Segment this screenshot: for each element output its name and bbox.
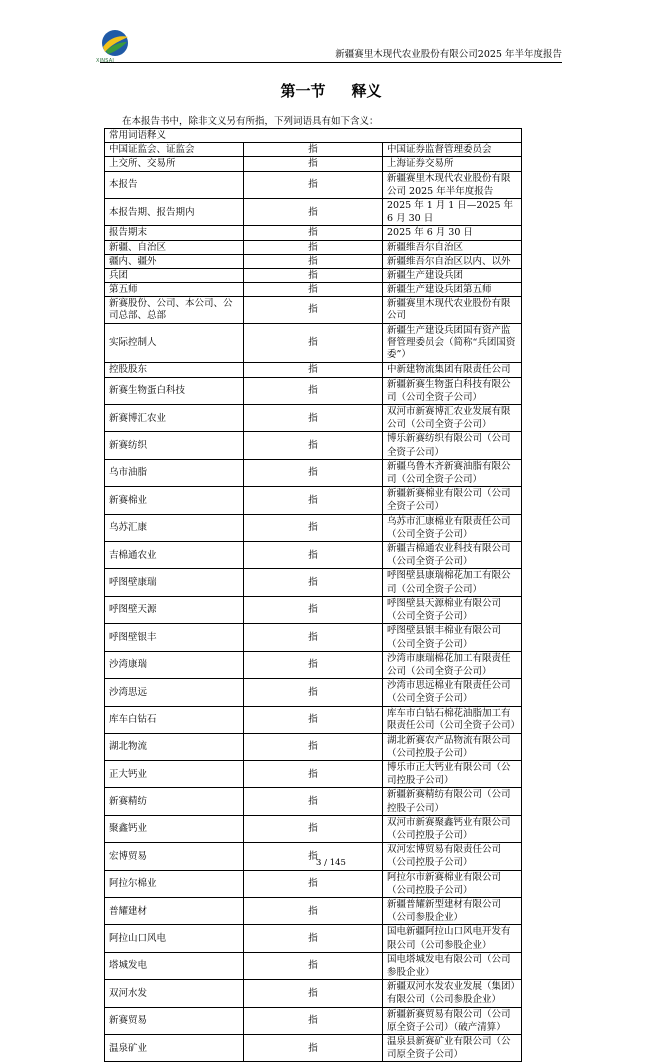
refers-to-cell: 指 <box>244 143 383 157</box>
refers-to-cell: 指 <box>244 297 383 324</box>
definition-cell: 中国证券监督管理委员会 <box>383 143 522 157</box>
table-row <box>105 897 522 924</box>
term-cell: 新赛精纺 <box>105 788 244 815</box>
refers-to-cell: 指 <box>244 870 383 897</box>
refers-to-cell: 指 <box>244 171 383 198</box>
definition-cell: 呼图壁县银丰棉业有限公司（公司全资子公司） <box>383 624 522 651</box>
term-cell: 乌苏汇康 <box>105 514 244 541</box>
refers-to-cell: 指 <box>244 760 383 787</box>
table-row <box>105 1034 522 1061</box>
refers-to-cell: 指 <box>244 240 383 254</box>
definition-cell: 新疆新赛生物蛋白科技有限公司（公司全资子公司） <box>383 377 522 404</box>
definition-cell: 新疆生产建设兵团国有资产监督管理委员会（简称“兵团国资委”） <box>383 324 522 363</box>
term-cell: 阿拉尔棉业 <box>105 870 244 897</box>
refers-to-cell: 指 <box>244 254 383 268</box>
table-row <box>105 952 522 979</box>
table-row <box>105 596 522 623</box>
table-row <box>105 679 522 706</box>
table-row <box>105 297 522 324</box>
term-cell: 新疆、自治区 <box>105 240 244 254</box>
term-cell: 普耀建材 <box>105 897 244 924</box>
definition-cell: 沙湾市思远棉业有限责任公司（公司全资子公司） <box>383 679 522 706</box>
term-cell: 正大钙业 <box>105 760 244 787</box>
table-row <box>105 363 522 377</box>
refers-to-cell: 指 <box>244 706 383 733</box>
definition-cell: 沙湾市康瑞棉花加工有限责任公司（公司全资子公司） <box>383 651 522 678</box>
definition-cell: 双河宏博贸易有限责任公司（公司控股子公司） <box>383 843 522 870</box>
term-cell: 宏博贸易 <box>105 843 244 870</box>
table-row <box>105 432 522 459</box>
refers-to-cell: 指 <box>244 733 383 760</box>
table-row <box>105 760 522 787</box>
term-cell: 上交所、交易所 <box>105 157 244 171</box>
table-row <box>105 157 522 171</box>
term-cell: 控股股东 <box>105 363 244 377</box>
term-cell: 中国证监会、证监会 <box>105 143 244 157</box>
term-cell: 库车白钻石 <box>105 706 244 733</box>
term-cell: 报告期末 <box>105 226 244 240</box>
refers-to-cell: 指 <box>244 624 383 651</box>
definition-cell: 2025 年 1 月 1 日—2025 年 6 月 30 日 <box>383 199 522 226</box>
refers-to-cell: 指 <box>244 514 383 541</box>
term-cell: 第五师 <box>105 283 244 297</box>
definition-cell: 新疆维吾尔自治区以内、以外 <box>383 254 522 268</box>
term-cell: 实际控制人 <box>105 324 244 363</box>
definition-cell: 双河市新赛聚鑫钙业有限公司（公司控股子公司） <box>383 815 522 842</box>
definition-cell: 阿拉尔市新赛棉业有限公司（公司控股子公司） <box>383 870 522 897</box>
term-cell: 新赛棉业 <box>105 487 244 514</box>
term-cell: 新赛纺织 <box>105 432 244 459</box>
definition-cell: 新疆普耀新型建材有限公司（公司参股企业） <box>383 897 522 924</box>
definition-cell: 乌苏市汇康棉业有限责任公司（公司全资子公司） <box>383 514 522 541</box>
refers-to-cell: 指 <box>244 843 383 870</box>
refers-to-cell: 指 <box>244 1007 383 1034</box>
table-row <box>105 459 522 486</box>
refers-to-cell: 指 <box>244 269 383 283</box>
refers-to-cell: 指 <box>244 377 383 404</box>
report-header-title: 新疆赛里木现代农业股份有限公司2025 年半年度报告 <box>335 49 562 60</box>
definition-cell: 呼图壁县康瑞棉花加工有限公司（公司全资子公司） <box>383 569 522 596</box>
term-cell: 沙湾思远 <box>105 679 244 706</box>
refers-to-cell: 指 <box>244 432 383 459</box>
refers-to-cell: 指 <box>244 487 383 514</box>
definition-cell: 新疆赛里木现代农业股份有限公司 <box>383 297 522 324</box>
term-cell: 双河水发 <box>105 980 244 1007</box>
refers-to-cell: 指 <box>244 569 383 596</box>
term-cell: 塔城发电 <box>105 952 244 979</box>
refers-to-cell: 指 <box>244 897 383 924</box>
table-row <box>105 324 522 363</box>
definition-cell: 呼图壁县天源棉业有限公司（公司全资子公司） <box>383 596 522 623</box>
term-cell: 新赛贸易 <box>105 1007 244 1034</box>
definition-cell: 新疆赛里木现代农业股份有限公司 2025 年半年度报告 <box>383 171 522 198</box>
table-row <box>105 980 522 1007</box>
definition-cell: 温泉县新赛矿业有限公司（公司原全资子公司） <box>383 1034 522 1061</box>
definition-cell: 库车市白钻石棉花油脂加工有限责任公司（公司全资子公司） <box>383 706 522 733</box>
refers-to-cell: 指 <box>244 283 383 297</box>
definition-cell: 国电塔城发电有限公司（公司参股企业） <box>383 952 522 979</box>
refers-to-cell: 指 <box>244 157 383 171</box>
term-cell: 新赛博汇农业 <box>105 405 244 432</box>
table-row <box>105 870 522 897</box>
refers-to-cell: 指 <box>244 459 383 486</box>
definition-cell: 双河市新赛博汇农业发展有限公司（公司全资子公司） <box>383 405 522 432</box>
table-row <box>105 254 522 268</box>
table-row <box>105 143 522 157</box>
table-row <box>105 405 522 432</box>
table-row <box>105 706 522 733</box>
header-divider <box>100 62 562 63</box>
refers-to-cell: 指 <box>244 363 383 377</box>
term-cell: 呼图壁银丰 <box>105 624 244 651</box>
term-cell: 聚鑫钙业 <box>105 815 244 842</box>
refers-to-cell: 指 <box>244 925 383 952</box>
table-row <box>105 1007 522 1034</box>
refers-to-cell: 指 <box>244 405 383 432</box>
intro-text: 在本报告书中，除非文义另有所指，下列词语具有如下含义： <box>122 116 379 127</box>
table-row <box>105 171 522 198</box>
definition-cell: 国电新疆阿拉山口风电开发有限公司（公司参股企业） <box>383 925 522 952</box>
term-cell: 本报告 <box>105 171 244 198</box>
term-cell: 呼图壁天源 <box>105 596 244 623</box>
table-row <box>105 199 522 226</box>
definition-cell: 新疆新赛精纺有限公司（公司控股子公司） <box>383 788 522 815</box>
logo-caption: XINSAI <box>96 58 115 64</box>
table-row <box>105 487 522 514</box>
refers-to-cell: 指 <box>244 651 383 678</box>
table-row <box>105 788 522 815</box>
definition-cell: 上海证券交易所 <box>383 157 522 171</box>
refers-to-cell: 指 <box>244 226 383 240</box>
section-number: 第一节 <box>280 82 326 100</box>
page-number: 3 / 145 <box>316 858 346 868</box>
table-row <box>105 514 522 541</box>
term-cell: 疆内、疆外 <box>105 254 244 268</box>
table-row <box>105 377 522 404</box>
term-cell: 呼图壁康瑞 <box>105 569 244 596</box>
definition-cell: 2025 年 6 月 30 日 <box>383 226 522 240</box>
term-cell: 湖北物流 <box>105 733 244 760</box>
section-name: 释义 <box>351 82 382 100</box>
refers-to-cell: 指 <box>244 952 383 979</box>
definition-cell: 新疆乌鲁木齐新赛油脂有限公司（公司全资子公司） <box>383 459 522 486</box>
term-cell: 阿拉山口风电 <box>105 925 244 952</box>
definition-cell: 新疆生产建设兵团 <box>383 269 522 283</box>
table-row <box>105 925 522 952</box>
table-row <box>105 269 522 283</box>
definition-cell: 新疆新赛贸易有限公司（公司原全资子公司）（破产清算） <box>383 1007 522 1034</box>
definition-cell: 新疆吉棉通农业科技有限公司（公司全资子公司） <box>383 542 522 569</box>
refers-to-cell: 指 <box>244 980 383 1007</box>
term-cell: 乌市油脂 <box>105 459 244 486</box>
definition-cell: 湖北新赛农产品物流有限公司（公司控股子公司） <box>383 733 522 760</box>
term-cell: 沙湾康瑞 <box>105 651 244 678</box>
term-cell: 温泉矿业 <box>105 1034 244 1061</box>
table-row <box>105 240 522 254</box>
table-row <box>105 733 522 760</box>
definition-cell: 新疆维吾尔自治区 <box>383 240 522 254</box>
term-cell: 本报告期、报告期内 <box>105 199 244 226</box>
table-caption: 常用词语释义 <box>105 129 522 143</box>
definition-cell: 博乐新赛纺织有限公司（公司全资子公司） <box>383 432 522 459</box>
table-row <box>105 624 522 651</box>
definition-cell: 博乐市正大钙业有限公司（公司控股子公司） <box>383 760 522 787</box>
definition-cell: 新疆双河水发农业发展（集团）有限公司（公司参股企业） <box>383 980 522 1007</box>
term-cell: 兵团 <box>105 269 244 283</box>
refers-to-cell: 指 <box>244 324 383 363</box>
refers-to-cell: 指 <box>244 788 383 815</box>
table-row <box>105 283 522 297</box>
refers-to-cell: 指 <box>244 815 383 842</box>
definition-cell: 新疆生产建设兵团第五师 <box>383 283 522 297</box>
refers-to-cell: 指 <box>244 542 383 569</box>
term-cell: 新赛生物蛋白科技 <box>105 377 244 404</box>
refers-to-cell: 指 <box>244 679 383 706</box>
definition-cell: 中新建物流集团有限责任公司 <box>383 363 522 377</box>
table-row <box>105 226 522 240</box>
refers-to-cell: 指 <box>244 199 383 226</box>
refers-to-cell: 指 <box>244 1034 383 1061</box>
section-title <box>0 80 662 101</box>
definition-cell: 新疆新赛棉业有限公司（公司全资子公司） <box>383 487 522 514</box>
table-row <box>105 651 522 678</box>
table-row <box>105 815 522 842</box>
definitions-table <box>104 128 522 1062</box>
table-row <box>105 569 522 596</box>
table-caption-row <box>105 129 522 143</box>
table-row <box>105 542 522 569</box>
term-cell: 吉棉通农业 <box>105 542 244 569</box>
refers-to-cell: 指 <box>244 596 383 623</box>
term-cell: 新赛股份、公司、本公司、公司总部、总部 <box>105 297 244 324</box>
